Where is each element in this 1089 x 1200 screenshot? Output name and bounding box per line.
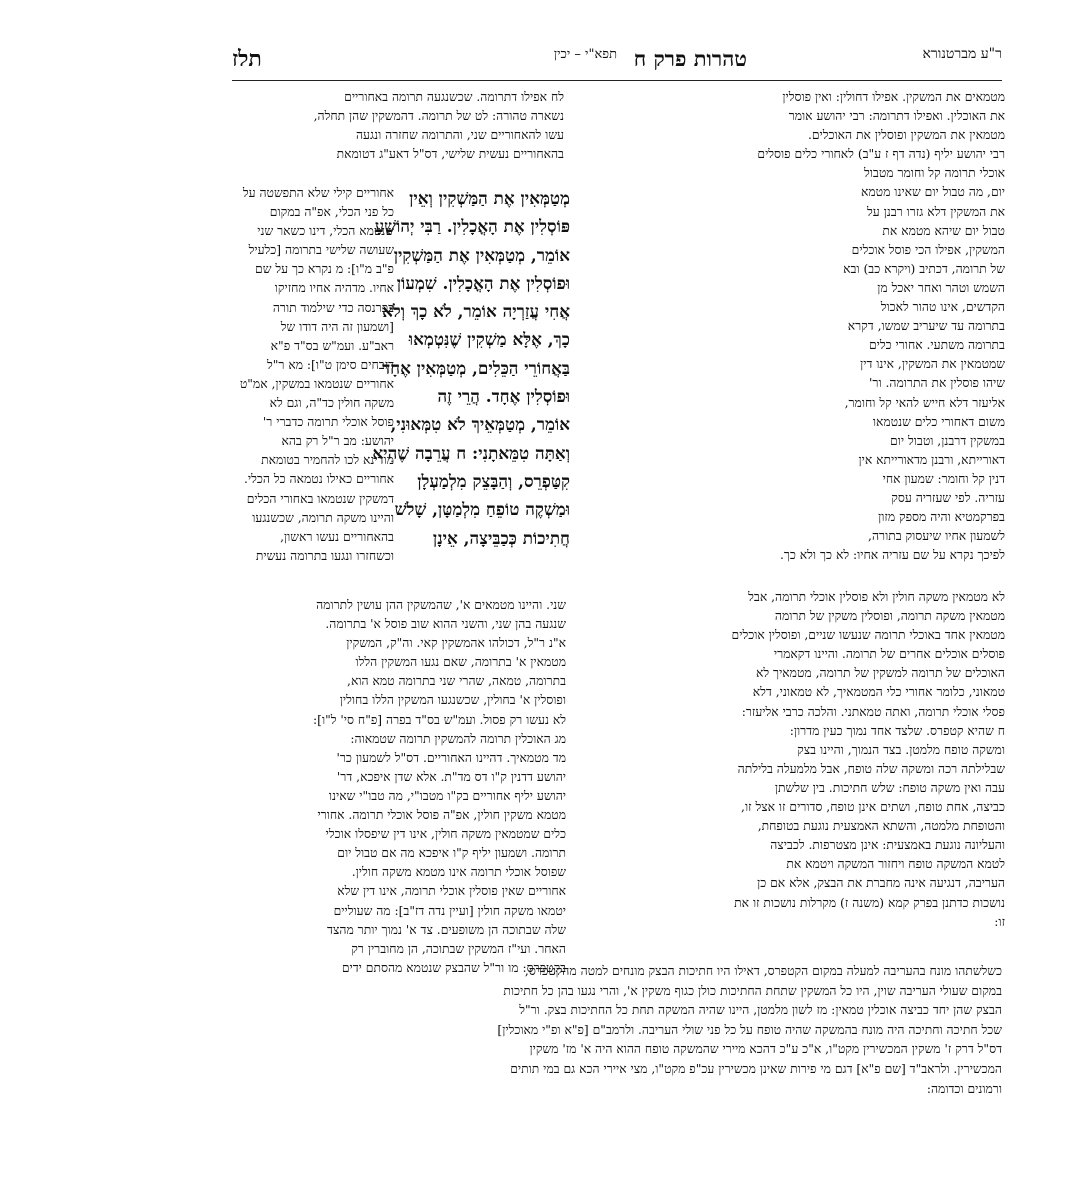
- text-line: פּוֹסְלִין אֶת הָאֳכָלִין. רַבִּי יְהוֹשֻׁעַ: [374, 216, 570, 237]
- text-line: שנטמא הכלי, דינו כשאר שני: [257, 224, 394, 239]
- text-line: שלה שבתוכה הן משופעים. צד א' נמוך יותר מהצד: [327, 922, 566, 937]
- text-line: פוסלים אוכלים אחרים של תרומה. והיינו דקאמרי: [773, 647, 1005, 662]
- bartenura-commentary-column: [575, 88, 1005, 588]
- text-line: יום, מה טבול יום שאינו מטמא: [861, 185, 1005, 200]
- text-line: את המשקין דלא גזרו רבנן על: [867, 204, 1005, 219]
- text-line: מְטַמְּאִין אֶת הַמַּשְׁקִין וְאֵין: [409, 188, 570, 208]
- text-line: והטופחת מלמטה, והשתא האמצעית נוגעת בטופחת,: [757, 819, 1005, 834]
- text-line: כָךְ, אֶלָּא מַשְׁקִין שֶׁנִּטְמְאוּ: [408, 329, 570, 350]
- text-line: אוכלי תרומה קל וחומר מטבול: [864, 166, 1005, 181]
- text-line: מטמאין את המשקין ופוסלין את האוכלים.: [807, 128, 1005, 143]
- text-line: עבה ואין משקה טופח: שלש חתיכות. בין שלשתן: [774, 780, 1005, 795]
- text-line: שכל חתיכה וחתיכה היה מונח בהמשקה שהיה טופח על כל פני שולי העריבה. ולרמב"ם [פ"א ופ"י מאוכלין]: [497, 1022, 1002, 1037]
- text-line: עזריה. לפי שעזריה עסק: [891, 490, 1005, 505]
- text-line: בפרנסה כדי שילמוד תורה: [272, 300, 394, 315]
- text-line: נשארה טהורה: לט של תרומה. דהמשקין שהן תחלה,: [313, 109, 564, 124]
- text-line: משום דאחורי כלים שנטמאו: [872, 414, 1005, 429]
- text-line: תרומה. ושמעון יליף ק"ו איפכא מה אם טבול יום: [337, 846, 566, 861]
- text-line: יהושע: מב ר"ל רק בהא: [281, 434, 394, 449]
- text-line: ח שהיא קטפרס. שלצד אחד נמוך כעין מדרון:: [789, 723, 1005, 738]
- text-line: דס"ל דרק ז' משקין המכשירין מקט"ו, א"כ ע"כ דהכא מיירי שהמשקה טופח ההוא היה א' מז' משקין: [529, 1042, 1002, 1057]
- text-line: יטמאו משקה חולין [ועיין נדה דז"ב]: מה שעוליים: [333, 903, 566, 918]
- tractate-title: טהרות פרק ח: [633, 46, 747, 71]
- text-line: בַּאֲחוֹרֵי הַכֵּלִים, מְטַמְּאִין אֶחָד: [382, 357, 570, 378]
- text-line: לח אפילו דתרומה. שכשנגעה תרומה באחוריים: [344, 90, 564, 104]
- text-line: ופוסלין א' בחולין, שכשנגעו המשקין הללו בחולין: [339, 693, 566, 708]
- text-line: אחוריים קילי שלא התפשטה על: [242, 186, 394, 200]
- text-line: דזבחים סימן ט"ו]: מא ר"ל: [266, 357, 394, 372]
- text-line: שיהו פוסלין את התרומה. ור': [869, 376, 1005, 391]
- bartenura-commentary-lower: [575, 588, 1005, 980]
- text-line: האחר. ועי"ז המשקין שבתוכה, הן מחוברין רק: [351, 941, 566, 956]
- text-line: דמשקין שנטמאו באחורי הכלים: [246, 491, 394, 506]
- text-line: והיינו משקה תרומה, שכשנגעו: [252, 510, 394, 525]
- text-line: רבי יהושע יליף (נדה דף ז ע"ב) לאחורי כלים פוסלים: [757, 147, 1005, 162]
- text-line: לפיכך נקרא על שם עזריה אחיו: לא כך ולא כך.: [779, 548, 1005, 563]
- text-line: המשקין, אפילו הכי פוסל אוכלים: [851, 242, 1005, 257]
- text-line: שמטמאין את המשקין, אינו דין: [860, 357, 1005, 372]
- text-line: שנגעה בהן שני, והשני ההוא שוב פוסל א' בתרומה.: [325, 617, 566, 632]
- tiferet-yisrael-top: [232, 88, 564, 178]
- text-line: מטמאים את המשקין. אפילו דחולין: ואין פוסלין: [782, 90, 1005, 104]
- text-line: זו:: [994, 914, 1005, 929]
- text-line: מטמאין משקה תרומה, ופוסלין משקין של תרומה: [774, 609, 1005, 624]
- text-line: משקה חולין כד"ה, וגם לא: [269, 396, 394, 411]
- text-line: כשלשתהו מונח בהעריבה למעלה במקום הקטפרס, דאילו היו חתיכות הבצק מונחים למטה מהקטפרס,: [524, 964, 1002, 978]
- text-line: אחוריים שנטמאו במשקין, אמ"ט: [239, 376, 394, 391]
- text-line: אחוריים שאין פוסלין אוכלי תרומה, אינו דין שלא: [337, 884, 566, 899]
- header-subtitle: תפא"י – יכין: [553, 47, 617, 62]
- text-line: אליעזר דלא חייש להאי קל וחומר,: [844, 395, 1005, 410]
- text-line: יהושע יליף אחוריים בק"ו מטבו"י, מה טבו"י שאינו: [328, 788, 566, 803]
- text-line: פסלי אוכלי תרומה, ואתה טמאתני. והלכה כרבי אליעזר:: [741, 704, 1005, 719]
- text-line: א"נ ר"ל, דכולהו אהמשקין קאי. וה"ק, המשקין: [346, 636, 566, 651]
- text-line: וּמַשְׁקֶה טוֹפֵחַ מִלְמַטָּן, שָׁלֹשׁ: [394, 499, 570, 520]
- text-line: וְאַתָּה טִמֵּאתָנִי: ח עֲרֵבָה שֶׁהִיא: [372, 442, 570, 463]
- text-line: ראב"ע. ועמ"ש בס"ד פ"א: [270, 338, 394, 353]
- text-line: [ושמעון זה היה דודו של: [280, 319, 394, 334]
- text-line: אֲחִי עֲזַרְיָה אוֹמֵר, לֹא כָךְ וְלֹא: [382, 301, 570, 322]
- header-divider: [232, 80, 1002, 81]
- text-line: הבצק שהן יחד כביצה אוכלין טמאין: מז לשון מלמטן, היינו שהיה המשקה תחת כל החתיכות בצק. ור"ל: [519, 1003, 1002, 1018]
- text-line: במקום שעולי העריבה שוין, היו כל המשקין שתחת החתיכות כולן כגוף משקין א', והרי נגעו בהן כל חתיכות: [503, 983, 1002, 998]
- text-line: העריבה, דנגיעה אינה מחברת את הבצק, אלא אם כן: [757, 876, 1005, 891]
- text-line: כביצה, אחת טופח, ושתים אינן טופח, סדורים זו אצל זו,: [741, 800, 1005, 815]
- text-line: מטמא משקין חולין, אפ"ה פוסל אוכלי תרומה. אחורי: [317, 808, 566, 823]
- text-line: מג האוכלין תרומה להמשקין תרומה שטמאוה:: [350, 731, 566, 746]
- bottom-commentary: [232, 962, 1002, 1122]
- text-line: דאורייתא, ורבנן מדאורייתא אין: [858, 452, 1005, 467]
- text-line: את האוכלין. ואפילו דתרומה: רבי יהושע אומר: [788, 109, 1005, 124]
- text-line: מד מטמאיך. דהיינו האחוריים. דס"ל לשמעון כר': [336, 750, 566, 765]
- text-line: מטמאין אחד באוכלי תרומה שנעשו שניים, ופוסלין אוכלים: [731, 628, 1005, 643]
- text-line: לטמא המשקה טופח ויחזור המשקה ויטמא את: [786, 857, 1005, 872]
- text-line: קִטַּפְרֵס, וְהַבָּצֵק מִלְמַעְלָן: [417, 470, 570, 491]
- text-line: שפוסל אוכלי תרומה אינו מטמא משקה חולין.: [351, 865, 566, 880]
- text-line: עשו להאחוריים שני, והתרומה שחזרה ונגעה: [355, 128, 564, 143]
- text-line: בפרקמטיא והיה מספק מזון: [878, 510, 1005, 525]
- text-line: לא נעשו רק פסול. ועמ"ש בס"ד בפרה [פ"ח סי' ל"ו]:: [313, 712, 566, 727]
- text-line: דנין קל וחומר: שמעון אחי: [882, 471, 1005, 486]
- text-line: האוכלים של תרומה למשקין של תרומה, מטמאיך לא: [755, 666, 1005, 681]
- text-line: והעליונה נוגעת באמצעית: אינן מצטרפות. לכביצה: [770, 838, 1005, 853]
- text-line: אוֹמֵר, מְטַמְּאֵיךְ לֹא טִמְּאוּנִי,: [390, 414, 570, 435]
- text-line: של תרומה, דכתיב (ויקרא כב) ובא: [843, 261, 1005, 276]
- text-line: לשמעון אחיו שיעסוק בתורה,: [868, 529, 1005, 544]
- text-line: לא מטמאין משקה חולין ולא פוסלין אוכלי תרומה, אבל: [748, 590, 1005, 604]
- tiferet-yisrael-side-column: [232, 184, 394, 590]
- text-line: במשקין דרבנן, וטבול יום: [890, 433, 1005, 448]
- text-line: בתרומה, טמאה, שהרי שני בתרומה טמא הוא,: [347, 674, 566, 689]
- text-line: וּפוֹסְלִין אֶחָד. הֲרֵי זֶה: [437, 386, 570, 407]
- text-line: אחוריים כאילו נטמאה כל הכלי.: [243, 472, 394, 487]
- tiferet-yisrael-lower: [232, 596, 566, 975]
- text-line: הקדשים, אינו טהור לאכול: [880, 300, 1005, 315]
- text-line: מודינא לכו להחמיר בטומאת: [261, 453, 394, 468]
- text-line: מטמאין א' בתרומה, שאם נגעו המשקין הללו: [355, 655, 566, 670]
- text-line: שבלילתה רכה ומשקה שלה טופח, אבל מלמעלה בלילתה: [737, 761, 1005, 776]
- text-line: המכשירין. ולראב"ד [שם פ"א] דגם מי פירות שאינן מכשירין עכ"פ מקט"ו, מצי איירי הכא גם במי תותים: [510, 1061, 1002, 1076]
- text-line: בתרומה משתעי. אחורי כלים: [868, 338, 1005, 353]
- page-number: תלז: [232, 46, 262, 72]
- text-line: כל פני הכלי, אפ"ה במקום: [269, 205, 394, 220]
- text-line: בהאחוריים נעשו ראשון,: [280, 529, 394, 544]
- text-line: אחיו. מדהיה אחיו מחזיקו: [274, 281, 394, 296]
- text-line: וכשחזרו ונגעו בתרומה נעשית: [255, 548, 394, 563]
- text-line: פ"ב מ"ו]: מ נקרא כך על שם: [255, 262, 394, 277]
- text-line: טבול יום שיהא מטמא את: [882, 223, 1005, 238]
- text-line: השמש וטהר ואחר יאכל מן: [877, 280, 1005, 295]
- text-line: בקטפרס: מו ור"ל שהבצק שנטמא מהסתם ידים: [341, 960, 566, 975]
- mishna-text: [372, 184, 570, 590]
- text-line: ומשקה טופח מלמטן. בצד הנמוך, והיינו בצק: [797, 742, 1005, 757]
- text-line: כלים שמטמאין משקה חולין, אינו דין שיפסלו אוכלי: [325, 827, 566, 842]
- text-line: ורמונים וכדומה:: [926, 1081, 1002, 1096]
- text-line: נושכות כדתנן בפרק קמא (משנה ז) מקרלות נושכות זו את: [734, 895, 1005, 910]
- text-line: חֲתִיכוֹת כְּכַבֵּיצָה, אֵינָן: [432, 527, 570, 548]
- text-line: טמאוני, כלומר אחורי כלי המטמאיך, לא טמאוני, דלא: [752, 685, 1005, 700]
- text-line: וּפוֹסְלִין אֶת הָאֳכָלִין. שִׁמְעוֹן: [396, 272, 570, 293]
- text-line: יהושע דדנין ק"ו דס מד"ת. אלא שדן איפכא, דר': [336, 769, 566, 784]
- text-line: שעושה שלישי בתרומה [כלעיל: [248, 243, 394, 258]
- commentary-title: ר"ע מברטנורא: [922, 46, 1002, 62]
- text-line: שני. והיינו מטמאים א', שהמשקין ההן עושין לתרומה: [316, 598, 566, 612]
- text-line: אוֹמֵר, מְטַמְּאִין אֶת הַמַּשְׁקִין: [393, 244, 570, 265]
- text-line: בהאחוריים נעשית שלישי, דס"ל דאע"ג דטומאת: [336, 147, 564, 162]
- text-line: בתרומה עד שיעריב שמשו, דקרא: [847, 319, 1005, 334]
- running-header: [232, 46, 1002, 76]
- text-line: פוסל אוכלי תרומה כדברי ר': [262, 415, 394, 430]
